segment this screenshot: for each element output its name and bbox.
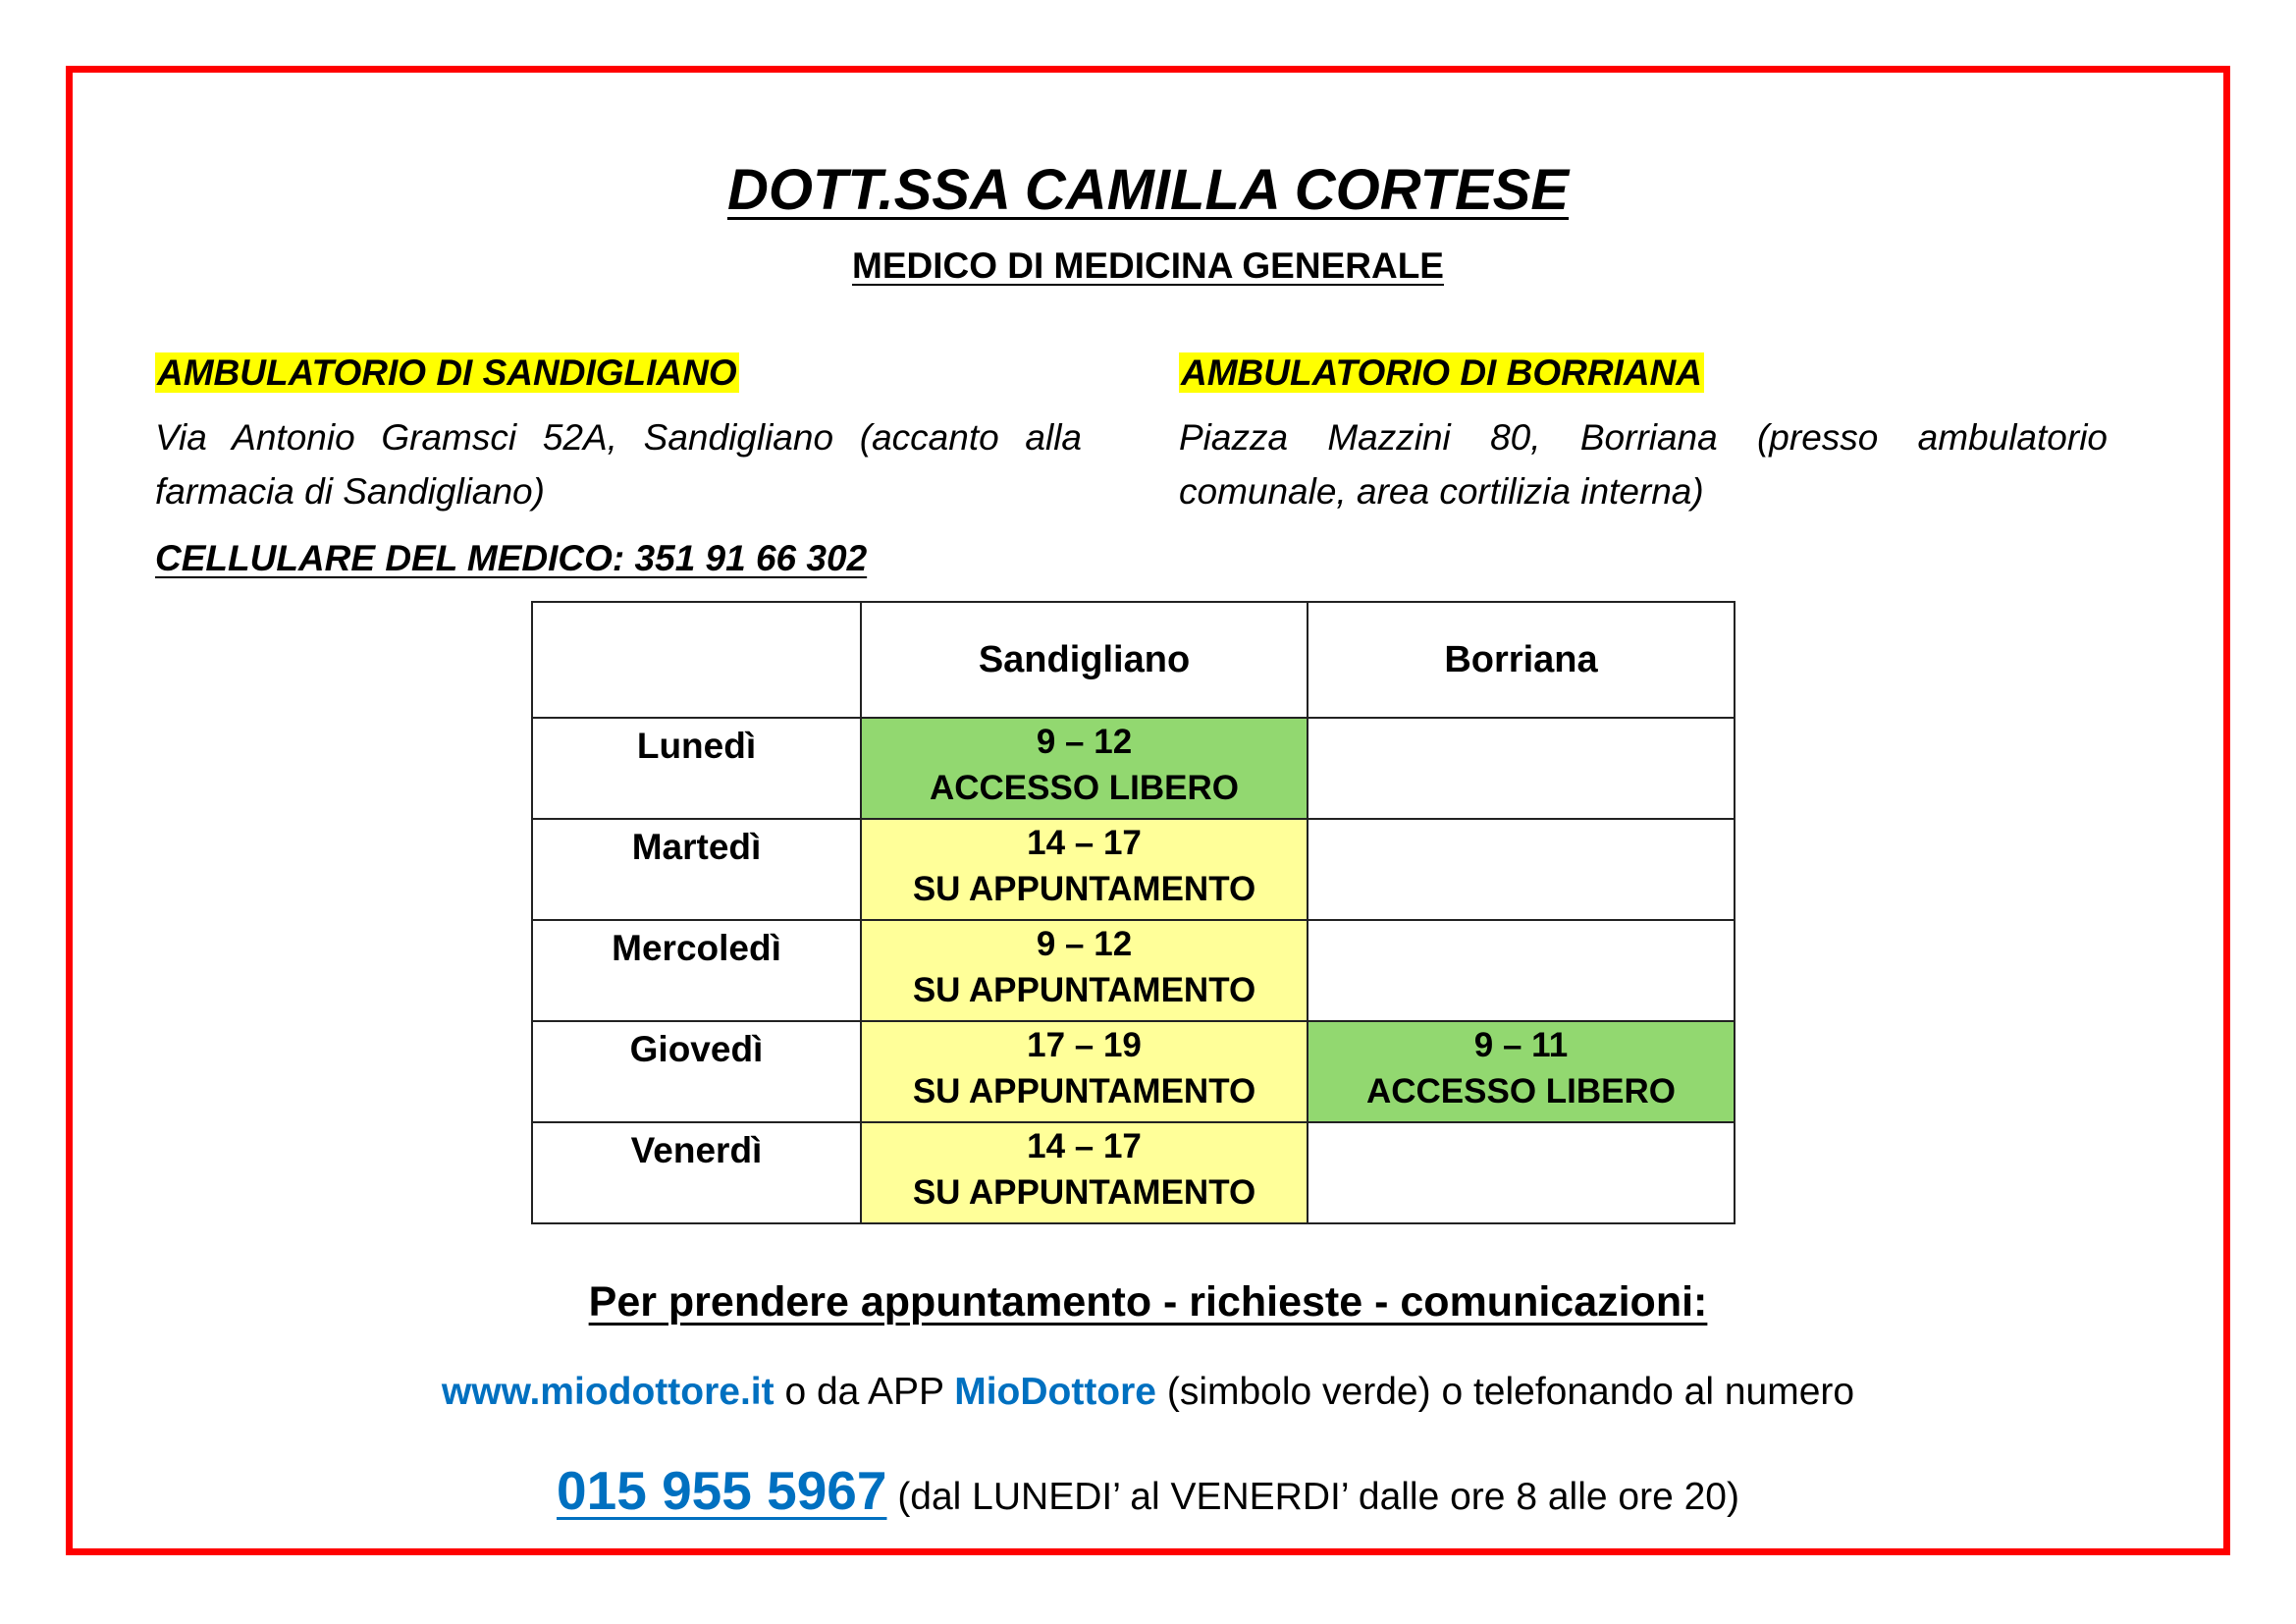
clinic-sandigliano-name: AMBULATORIO DI SANDIGLIANO <box>157 352 737 393</box>
day-label: Venerdì <box>532 1122 861 1223</box>
doctor-name: DOTT.SSA CAMILLA CORTESE <box>726 158 1570 222</box>
sandigliano-slot <box>861 920 1308 1021</box>
doctor-mobile: CELLULARE DEL MEDICO: 351 91 66 302 <box>155 538 868 578</box>
table-row <box>532 1122 1735 1223</box>
borriana-slot <box>1308 1122 1735 1223</box>
schedule-table <box>531 601 1735 1224</box>
slot-time: 9 – 12 <box>1036 925 1133 963</box>
slot-time: 17 – 19 <box>1027 1026 1142 1064</box>
table-row <box>532 1021 1735 1122</box>
phone-number-link[interactable]: 015 955 5967 <box>557 1460 887 1521</box>
phone-hours: (dal LUNEDI’ al VENERDI’ dalle ore 8 alle ore 20) <box>886 1476 1739 1518</box>
header-sandigliano: Sandigliano <box>861 602 1308 718</box>
contact-text-2: (simbolo verde) o telefonando al numero <box>1156 1371 1855 1413</box>
clinic-borriana-name: AMBULATORIO DI BORRIANA <box>1181 352 1702 393</box>
borriana-slot <box>1308 920 1735 1021</box>
slot-type: ACCESSO LIBERO <box>929 769 1240 807</box>
clinic-sandigliano-address: Via Antonio Gramsci 52A, Sandigliano (accanto alla farmacia di Sandigliano) <box>155 417 1082 512</box>
sandigliano-slot <box>861 718 1308 819</box>
borriana-slot <box>1308 819 1735 920</box>
sandigliano-slot <box>861 1021 1308 1122</box>
borriana-slot <box>1308 1021 1735 1122</box>
sandigliano-slot <box>861 1122 1308 1223</box>
contact-methods <box>0 1365 2296 1420</box>
slot-type: ACCESSO LIBERO <box>1365 1072 1677 1110</box>
contact-heading: Per prendere appuntamento - richieste - comunicazioni: <box>588 1278 1708 1326</box>
contact-phone-line <box>0 1456 2296 1532</box>
sandigliano-slot <box>861 819 1308 920</box>
table-row <box>532 819 1735 920</box>
clinic-borriana-address: Piazza Mazzini 80, Borriana (presso ambulatorio comunale, area cortilizia interna) <box>1179 417 2108 512</box>
contact-text-1: o da APP <box>774 1371 955 1413</box>
slot-type: SU APPUNTAMENTO <box>912 870 1256 908</box>
header-borriana: Borriana <box>1308 602 1735 718</box>
day-label: Lunedì <box>532 718 861 819</box>
table-row <box>532 718 1735 819</box>
day-label: Martedì <box>532 819 861 920</box>
slot-time: 14 – 17 <box>1027 1127 1142 1165</box>
slot-time: 9 – 12 <box>1036 723 1133 761</box>
borriana-slot <box>1308 718 1735 819</box>
slot-type: SU APPUNTAMENTO <box>912 971 1256 1009</box>
table-header-row <box>532 602 1735 718</box>
app-name: MioDottore <box>954 1371 1157 1413</box>
slot-time: 9 – 11 <box>1473 1026 1569 1064</box>
website-link[interactable]: www.miodottore.it <box>441 1371 774 1413</box>
slot-type: SU APPUNTAMENTO <box>912 1072 1256 1110</box>
slot-type: SU APPUNTAMENTO <box>912 1173 1256 1212</box>
doctor-role: MEDICO DI MEDICINA GENERALE <box>852 245 1444 286</box>
day-label: Mercoledì <box>532 920 861 1021</box>
header-empty <box>532 602 861 718</box>
table-row <box>532 920 1735 1021</box>
day-label: Giovedì <box>532 1021 861 1122</box>
slot-time: 14 – 17 <box>1027 824 1142 862</box>
